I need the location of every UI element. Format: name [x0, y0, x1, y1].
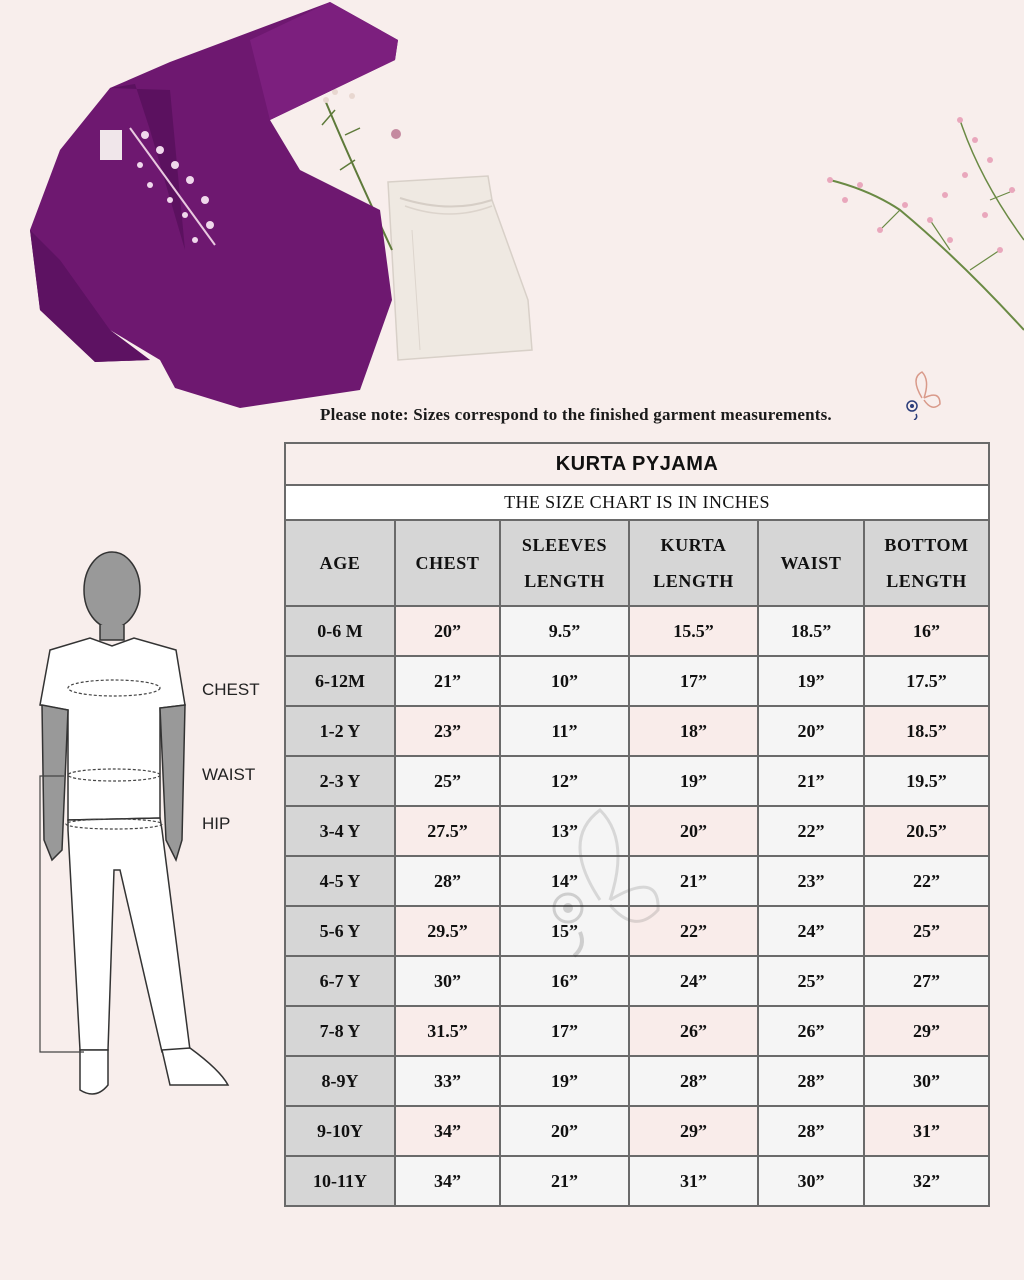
table-row: [285, 906, 989, 956]
measurement-cell: 25”: [758, 956, 864, 1006]
header-text: AGE: [319, 553, 361, 573]
table-row: [285, 1156, 989, 1206]
measurement-cell: 24”: [629, 956, 758, 1006]
hip-label: HIP: [202, 814, 231, 833]
header-cell: [285, 520, 395, 606]
measurement-cell: 28”: [629, 1056, 758, 1106]
measurement-cell: 15”: [500, 906, 629, 956]
age-cell: 3-4 Y: [285, 806, 395, 856]
measurement-cell: 20”: [500, 1106, 629, 1156]
measurement-cell: 20”: [395, 606, 500, 656]
measurement-cell: 20”: [758, 706, 864, 756]
product-photo: [0, 0, 1024, 440]
measurement-cell: 14”: [500, 856, 629, 906]
measurement-cell: 25”: [864, 906, 989, 956]
measurement-cell: 23”: [395, 706, 500, 756]
age-cell: 10-11Y: [285, 1156, 395, 1206]
measurement-cell: 12”: [500, 756, 629, 806]
age-cell: 1-2 Y: [285, 706, 395, 756]
measurement-cell: 18.5”: [864, 706, 989, 756]
header-cell: [395, 520, 500, 606]
age-cell: 9-10Y: [285, 1106, 395, 1156]
measurement-cell: 34”: [395, 1156, 500, 1206]
finished-measurement-note: Please note: Sizes correspond to the finished garment measurements.: [320, 405, 832, 424]
measurement-cell: 21”: [758, 756, 864, 806]
measurement-cell: 30”: [864, 1056, 989, 1106]
measurement-cell: 31.5”: [395, 1006, 500, 1056]
measurement-cell: 19”: [629, 756, 758, 806]
measurement-cell: 20”: [629, 806, 758, 856]
table-row: [285, 1106, 989, 1156]
age-cell: 0-6 M: [285, 606, 395, 656]
age-cell: 6-7 Y: [285, 956, 395, 1006]
measurement-cell: 30”: [758, 1156, 864, 1206]
measurement-cell: 30”: [395, 956, 500, 1006]
table-row: [285, 956, 989, 1006]
header-text: WAIST: [780, 553, 842, 573]
measurement-cell: 22”: [629, 906, 758, 956]
measurement-cell: 17.5”: [864, 656, 989, 706]
header-text: LENGTH: [653, 571, 734, 591]
measurement-cell: 21”: [395, 656, 500, 706]
measurement-cell: 17”: [629, 656, 758, 706]
measurement-cell: 28”: [758, 1106, 864, 1156]
measurement-cell: 19”: [500, 1056, 629, 1106]
age-cell: 4-5 Y: [285, 856, 395, 906]
header-cell: [758, 520, 864, 606]
measurement-cell: 31”: [629, 1156, 758, 1206]
measurement-cell: 29.5”: [395, 906, 500, 956]
waist-label: WAIST: [202, 765, 256, 784]
measurement-cell: 29”: [629, 1106, 758, 1156]
brand-logo-icon: [900, 368, 944, 420]
measurement-cell: 10”: [500, 656, 629, 706]
header-text: LENGTH: [524, 571, 605, 591]
table-row: [285, 706, 989, 756]
measurement-cell: 28”: [395, 856, 500, 906]
table-row: [285, 606, 989, 656]
measurement-cell: 21”: [629, 856, 758, 906]
measurement-cell: 15.5”: [629, 606, 758, 656]
header-text: BOTTOM: [884, 535, 969, 555]
measurement-cell: 26”: [629, 1006, 758, 1056]
table-row: [285, 756, 989, 806]
chest-label: CHEST: [202, 680, 260, 699]
body-measurement-figure: [30, 540, 280, 1110]
table-title: KURTA PYJAMA: [285, 443, 989, 485]
measurement-cell: 11”: [500, 706, 629, 756]
measurement-cell: 26”: [758, 1006, 864, 1056]
measurement-cell: 19.5”: [864, 756, 989, 806]
measurement-cell: 24”: [758, 906, 864, 956]
measurement-cell: 9.5”: [500, 606, 629, 656]
measurement-cell: 31”: [864, 1106, 989, 1156]
table-row: [285, 1056, 989, 1106]
measurement-cell: 23”: [758, 856, 864, 906]
table-row: [285, 1006, 989, 1056]
measurement-cell: 16”: [864, 606, 989, 656]
header-text: CHEST: [415, 553, 480, 573]
size-chart: [284, 442, 988, 1207]
header-cell: [500, 520, 629, 606]
age-cell: 5-6 Y: [285, 906, 395, 956]
flower-branch: [827, 117, 1024, 330]
measurement-cell: 27”: [864, 956, 989, 1006]
size-chart-table: [284, 442, 990, 1207]
header-text: SLEEVES: [521, 535, 608, 555]
header-cell: [864, 520, 989, 606]
kurta-image: [30, 2, 398, 408]
header-cell: [629, 520, 758, 606]
measurement-cell: 20.5”: [864, 806, 989, 856]
table-subtitle: THE SIZE CHART IS IN INCHES: [285, 485, 989, 520]
measurement-cell: 28”: [758, 1056, 864, 1106]
measurement-cell: 25”: [395, 756, 500, 806]
measurement-cell: 34”: [395, 1106, 500, 1156]
age-cell: 2-3 Y: [285, 756, 395, 806]
table-row: [285, 656, 989, 706]
pyjama-image: [388, 176, 532, 360]
age-cell: 7-8 Y: [285, 1006, 395, 1056]
measurement-cell: 21”: [500, 1156, 629, 1206]
measurement-cell: 33”: [395, 1056, 500, 1106]
table-row: [285, 806, 989, 856]
measurement-cell: 22”: [758, 806, 864, 856]
header-text: LENGTH: [886, 571, 967, 591]
measurement-cell: 18”: [629, 706, 758, 756]
age-cell: 6-12M: [285, 656, 395, 706]
measurement-cell: 29”: [864, 1006, 989, 1056]
measurement-cell: 22”: [864, 856, 989, 906]
measurement-cell: 17”: [500, 1006, 629, 1056]
age-cell: 8-9Y: [285, 1056, 395, 1106]
measurement-cell: 13”: [500, 806, 629, 856]
table-row: [285, 856, 989, 906]
table-header-row: [285, 520, 989, 606]
measurement-cell: 32”: [864, 1156, 989, 1206]
measurement-cell: 19”: [758, 656, 864, 706]
header-text: KURTA: [660, 535, 727, 555]
measurement-cell: 27.5”: [395, 806, 500, 856]
measurement-cell: 18.5”: [758, 606, 864, 656]
measurement-cell: 16”: [500, 956, 629, 1006]
